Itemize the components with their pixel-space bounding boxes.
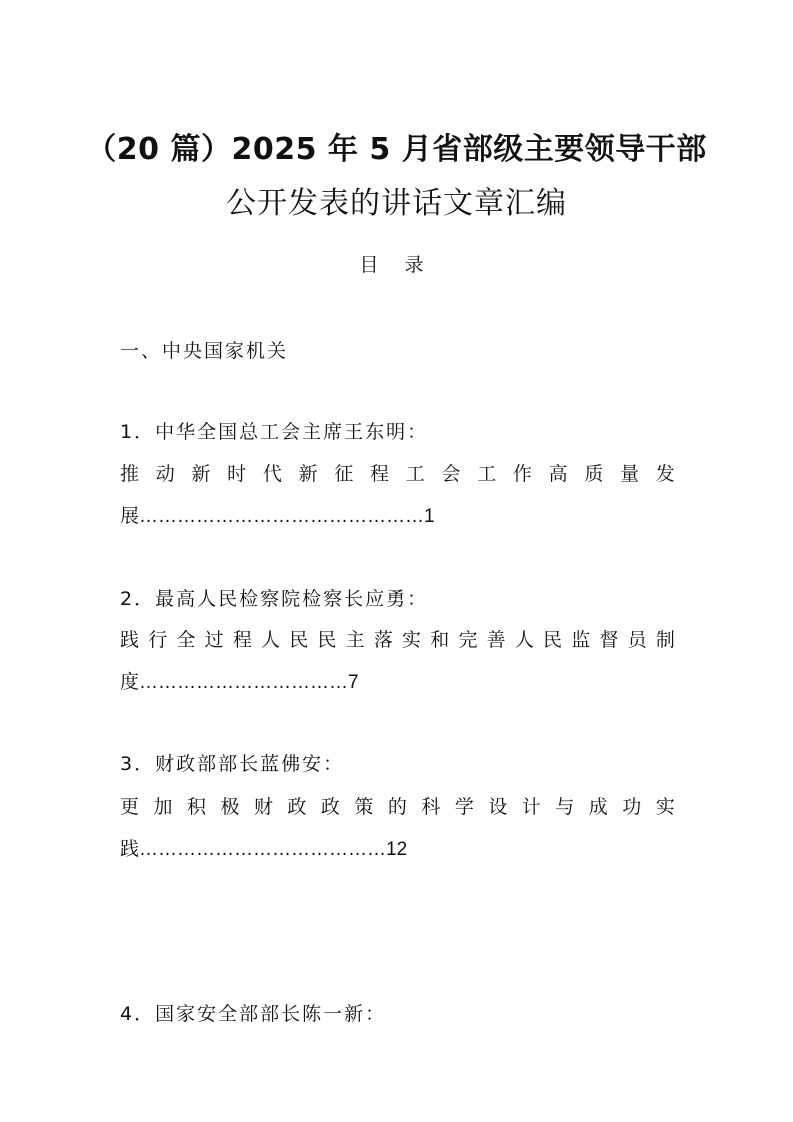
- justified-char: 发: [655, 463, 675, 485]
- justified-char: 作: [512, 463, 532, 485]
- justified-char: 工: [477, 463, 497, 485]
- justified-char: 督: [599, 629, 619, 651]
- justified-char: 的: [387, 796, 407, 818]
- justified-char: 新: [191, 463, 211, 485]
- justified-char: 新: [298, 463, 318, 485]
- toc-entry-3-title-tail[interactable]: 践…………………………………12: [120, 839, 408, 860]
- toc-entry-1-heading[interactable]: 1．中华全国总工会主席王东明：: [120, 421, 429, 443]
- justified-char: 善: [486, 629, 506, 651]
- justified-char: 实: [655, 796, 675, 818]
- justified-char: 落: [373, 629, 393, 651]
- justified-char: 制: [655, 629, 675, 651]
- justified-char: 民: [317, 629, 337, 651]
- justified-char: 代: [262, 463, 282, 485]
- justified-char: 时: [227, 463, 247, 485]
- justified-char: 民: [543, 629, 563, 651]
- justified-char: 践: [120, 629, 140, 651]
- justified-char: 计: [521, 796, 541, 818]
- justified-char: 过: [204, 629, 224, 651]
- justified-char: 成: [588, 796, 608, 818]
- justified-char: 政: [287, 796, 307, 818]
- justified-char: 全: [176, 629, 196, 651]
- justified-char: 程: [370, 463, 390, 485]
- toc-entry-2-title-tail[interactable]: 度……………………………7: [120, 672, 359, 693]
- justified-char: 征: [334, 463, 354, 485]
- justified-char: 更: [120, 796, 140, 818]
- justified-char: 人: [514, 629, 534, 651]
- justified-char: 加: [153, 796, 173, 818]
- justified-char: 行: [148, 629, 168, 651]
- toc-heading: 目 录: [359, 254, 434, 276]
- toc-entry-4-heading[interactable]: 4．国家安全部部长陈一新：: [120, 1003, 387, 1025]
- justified-char: 极: [220, 796, 240, 818]
- document-title-line-2: 公开发表的讲话文章汇编: [226, 186, 567, 221]
- toc-entry-1-title-line[interactable]: [120, 459, 675, 486]
- justified-char: 完: [458, 629, 478, 651]
- justified-char: 程: [232, 629, 252, 651]
- justified-char: 学: [454, 796, 474, 818]
- justified-char: 科: [421, 796, 441, 818]
- justified-char: 工: [405, 463, 425, 485]
- justified-char: 政: [320, 796, 340, 818]
- justified-char: 实: [402, 629, 422, 651]
- toc-entry-2-title-line[interactable]: [120, 625, 675, 652]
- justified-char: 积: [186, 796, 206, 818]
- justified-char: 和: [430, 629, 450, 651]
- justified-char: 会: [441, 463, 461, 485]
- justified-char: 推: [120, 463, 140, 485]
- justified-char: 民: [289, 629, 309, 651]
- document-title-line-1: （20 篇）2025 年 5 月省部级主要领导干部: [86, 132, 707, 167]
- justified-char: 策: [354, 796, 374, 818]
- toc-entry-3-heading[interactable]: 3．财政部部长蓝佛安：: [120, 753, 345, 775]
- toc-entry-1-title-tail[interactable]: 展………………………………………1: [120, 506, 435, 527]
- justified-char: 量: [620, 463, 640, 485]
- justified-char: 设: [488, 796, 508, 818]
- toc-entry-2-heading[interactable]: 2．最高人民检察院检察长应勇：: [120, 588, 429, 610]
- justified-char: 功: [622, 796, 642, 818]
- justified-char: 质: [584, 463, 604, 485]
- section-heading: 一、中央国家机关: [120, 340, 289, 362]
- toc-entry-3-title-line[interactable]: [120, 792, 675, 819]
- justified-char: 监: [571, 629, 591, 651]
- justified-char: 员: [627, 629, 647, 651]
- justified-char: 与: [555, 796, 575, 818]
- justified-char: 动: [155, 463, 175, 485]
- justified-char: 财: [253, 796, 273, 818]
- justified-char: 人: [261, 629, 281, 651]
- justified-char: 高: [548, 463, 568, 485]
- justified-char: 主: [345, 629, 365, 651]
